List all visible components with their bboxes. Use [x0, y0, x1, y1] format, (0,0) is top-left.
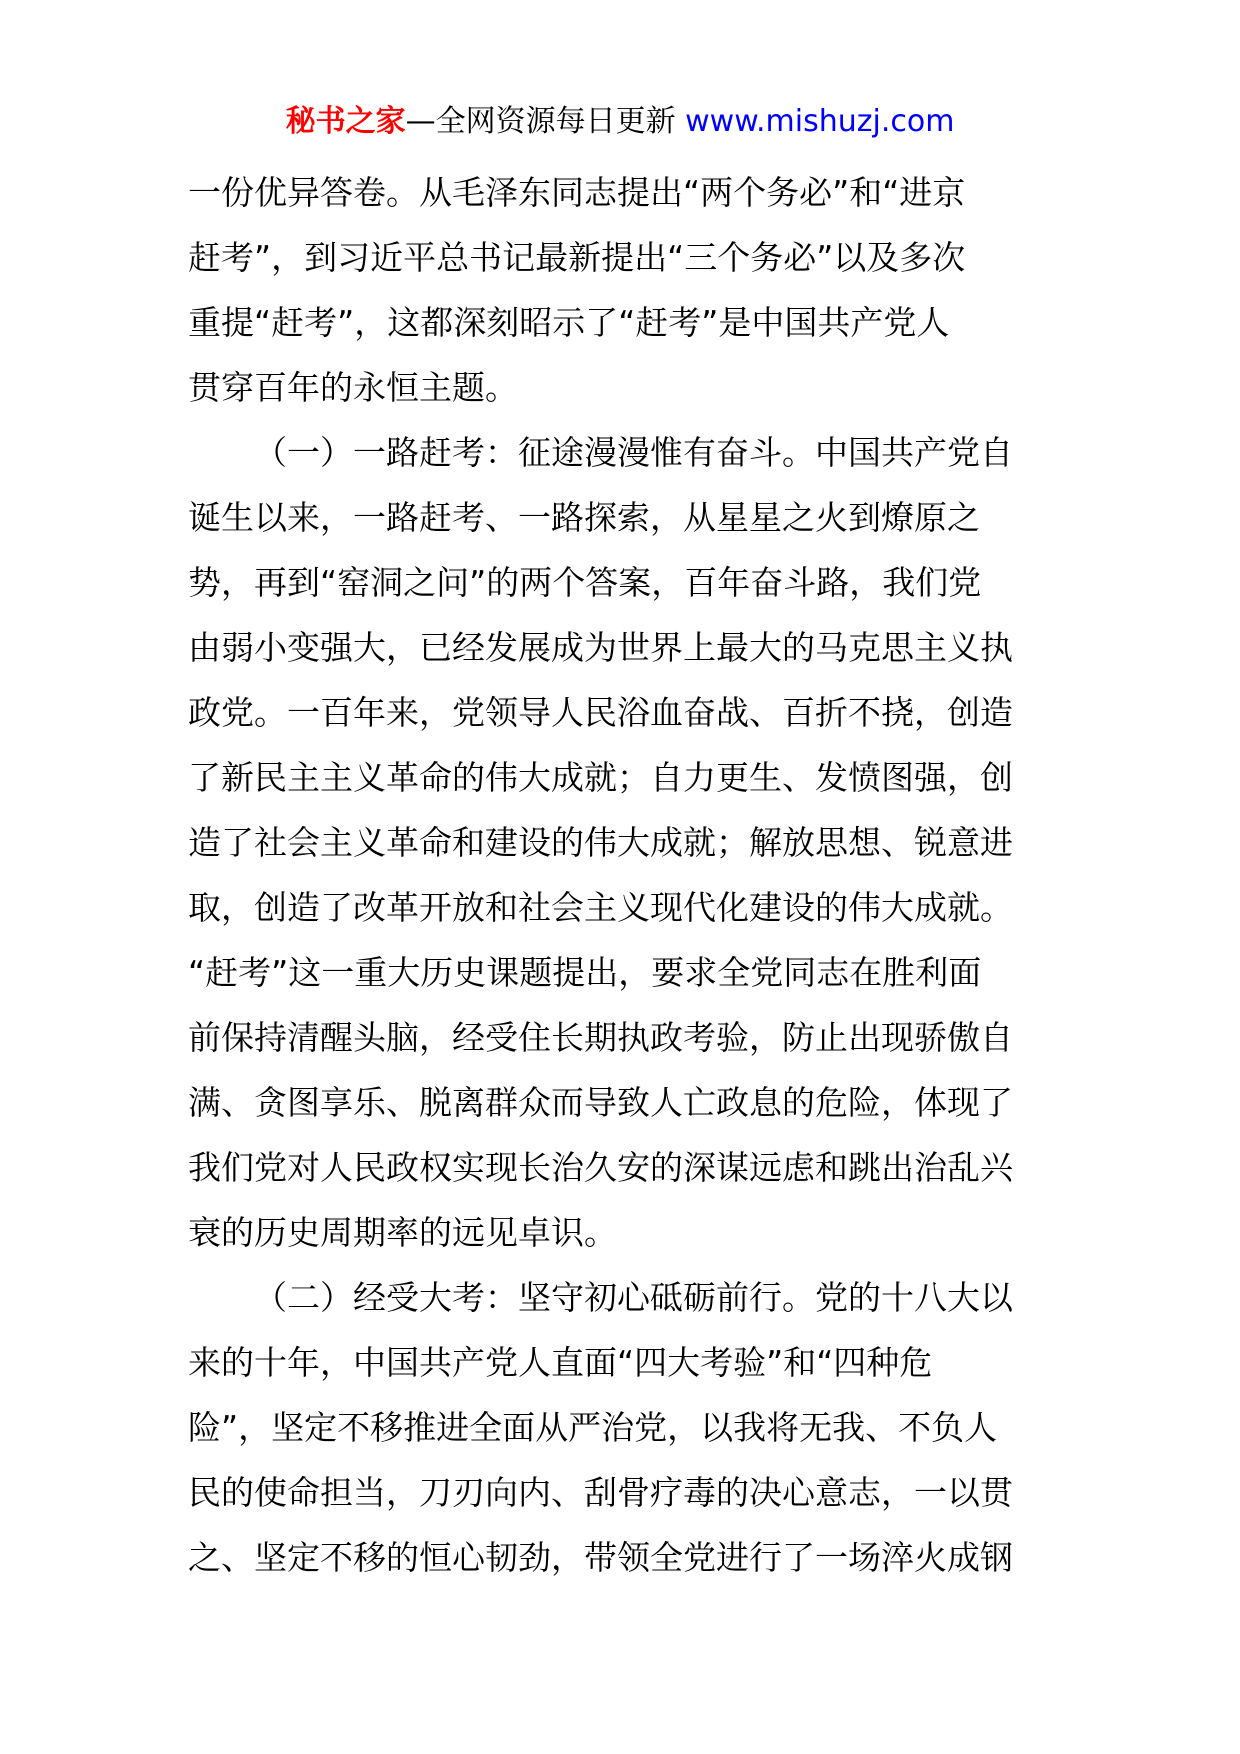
text-line: 我们党对人民政权实现长治久安的深谋远虑和跳出治乱兴: [188, 1148, 1013, 1187]
text-line: 由弱小变强大，已经发展成为世界上最大的马克思主义执: [188, 628, 1013, 667]
text-line: 来的十年，中国共产党人直面“四大考验”和“四种危: [188, 1343, 933, 1382]
text-line: 造了社会主义革命和建设的伟大成就；解放思想、锐意进: [188, 823, 1013, 862]
text-line: 了新民主主义革命的伟大成就；自力更生、发愤图强，创: [188, 758, 1013, 797]
text-line: “赶考”这一重大历史课题提出，要求全党同志在胜利面: [188, 953, 982, 992]
text-line: 民的使命担当，刀刃向内、刮骨疗毒的决心意志，一以贯: [188, 1473, 1013, 1512]
site-header: [0, 100, 1240, 144]
text-line: 一份优异答卷。从毛泽东同志提出“两个务必”和“进京: [188, 173, 966, 212]
brand-name: 秘书之家: [285, 104, 406, 139]
text-line: 诞生以来，一路赶考、一路探索，从星星之火到燎原之: [188, 498, 980, 537]
text-line: 取，创造了改革开放和社会主义现代化建设的伟大成就。: [188, 888, 1013, 927]
text-line: 满、贪图享乐、脱离群众而导致人亡政息的危险，体现了: [188, 1083, 1013, 1122]
section-heading-line: （一）一路赶考：征途漫漫惟有奋斗。中国共产党自: [254, 433, 1013, 472]
text-line: 之、坚定不移的恒心韧劲，带领全党进行了一场淬火成钢: [188, 1538, 1013, 1577]
text-line: 贯穿百年的永恒主题。: [188, 368, 518, 407]
section-heading-line: （二）经受大考：坚守初心砥砺前行。党的十八大以: [254, 1278, 1013, 1317]
text-line: 重提“赶考”，这都深刻昭示了“赶考”是中国共产党人: [188, 303, 950, 342]
text-line: 前保持清醒头脑，经受住长期执政考验，防止出现骄傲自: [188, 1018, 1013, 1057]
site-url-link[interactable]: www.mishuzj.com: [685, 104, 955, 139]
text-line: 衰的历史周期率的远见卓识。: [188, 1213, 617, 1252]
text-line: 政党。一百年来，党领导人民浴血奋战、百折不挠，创造: [188, 693, 1013, 732]
text-line: 赶考”，到习近平总书记最新提出“三个务必”以及多次: [188, 238, 966, 277]
header-tagline: —全网资源每日更新: [405, 104, 686, 139]
text-line: 势，再到“窑洞之问”的两个答案，百年奋斗路，我们党: [188, 563, 982, 602]
document-body: [188, 160, 1054, 1590]
text-line: 险”，坚定不移推进全面从严治党，以我将无我、不负人: [188, 1408, 998, 1447]
